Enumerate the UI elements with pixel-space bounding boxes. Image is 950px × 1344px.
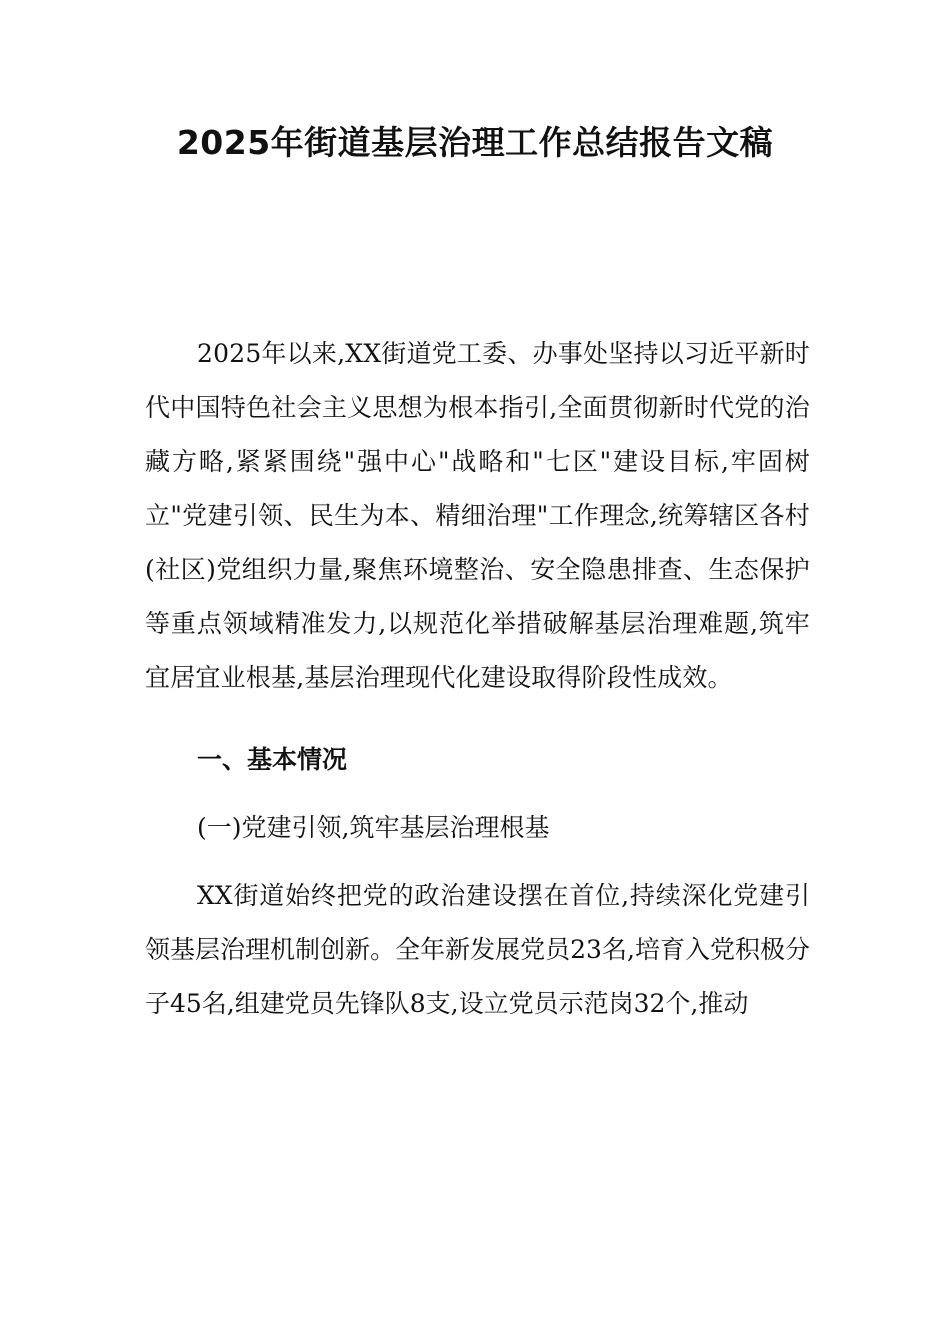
- subsection-heading: (一)党建引领,筑牢基层治理根基: [197, 813, 550, 842]
- subsection-paragraph: XX街道始终把党的政治建设摆在首位,持续深化党建引领基层治理机制创新。全年新发展党员23名,培育入党积极分子45名,组建党员先锋队8支,设立党员示范岗32个,推动: [145, 881, 810, 1018]
- document-body: [145, 327, 810, 1031]
- document-title: 2025年街道基层治理工作总结报告文稿: [176, 123, 774, 162]
- intro-paragraph: 2025年以来,XX街道党工委、办事处坚持以习近平新时代中国特色社会主义思想为根本指引,全面贯彻新时代党的治藏方略,紧紧围绕"强中心"战略和"七区"建设目标,牢固树立"党建引领、民生为本、精细治理"工作理念,统筹辖区各村(社区)党组织力量,聚焦环境整治、安全隐患排查、生态保护等重点领域精准发力,以规范化举措破解基层治理难题,筑牢宜居宜业根基,基层治理现代化建设取得阶段性成效。: [145, 339, 810, 692]
- section-heading: 一、基本情况: [197, 745, 348, 774]
